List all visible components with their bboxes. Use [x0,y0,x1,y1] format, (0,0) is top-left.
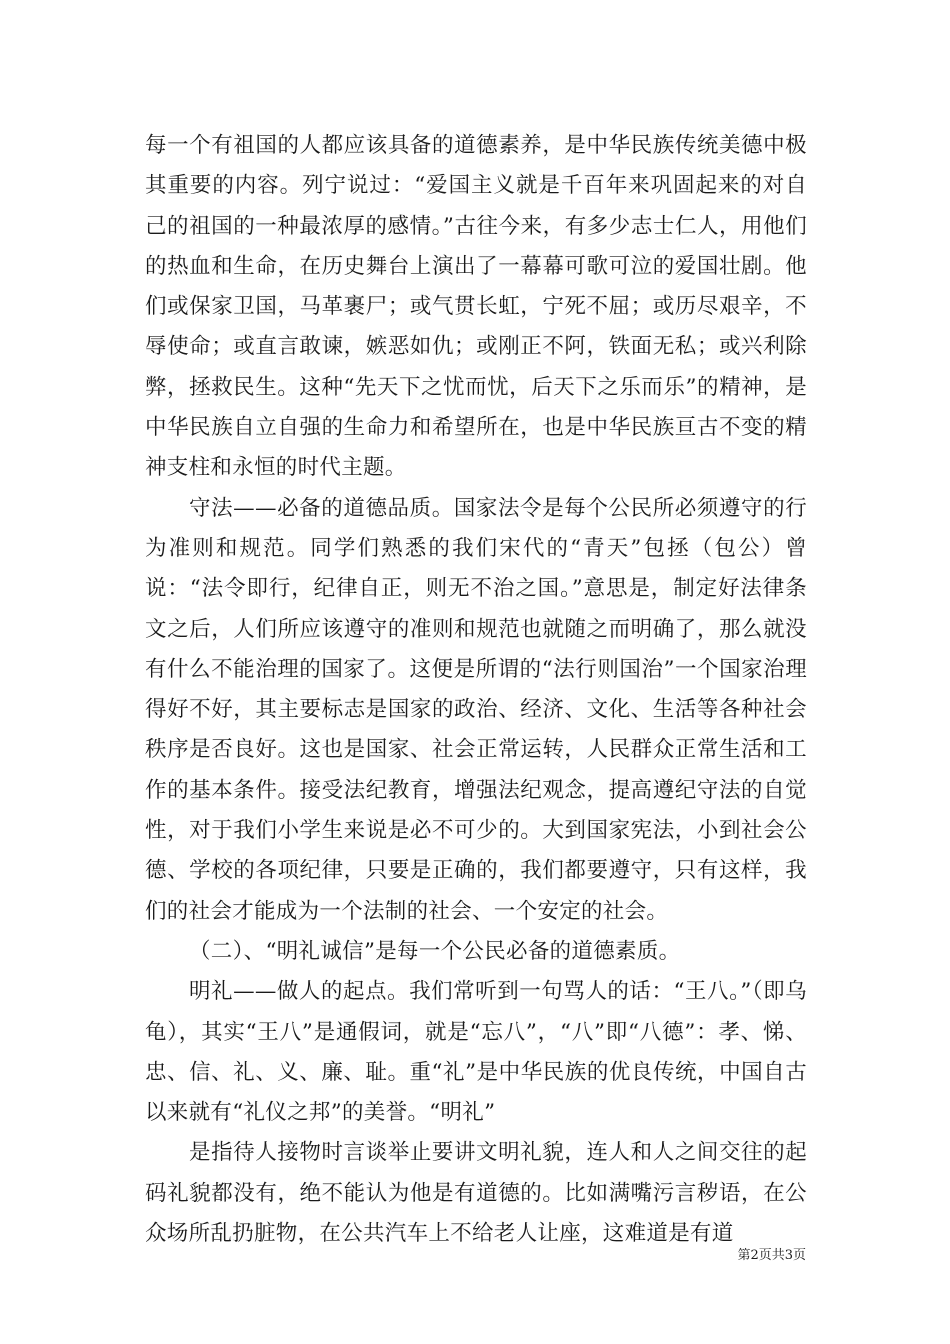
paragraph-patriotism: 每一个有祖国的人都应该具备的道德素养，是中华民族传统美德中极其重要的内容。列宁说过：“爱国主义就是千百年来巩固起来的对自己的祖国的一种最浓厚的感情。”古往今来，有多少志士仁人，用他们的热血和生命，在历史舞台上演出了一幕幕可歌可泣的爱国壮剧。他们或保家卫国，马革裹尸；或气贯长虹，宁死不屈；或历尽艰辛，不辱使命；或直言敢谏，嫉恶如仇；或刚正不阿，铁面无私；或兴利除弊，拯救民生。这种“先天下之忧而忧，后天下之乐而乐”的精神，是中华民族自立自强的生命力和希望所在，也是中华民族亘古不变的精神支柱和永恒的时代主题。 [145,133,807,481]
section-heading-courtesy-honesty: （二）、“明礼诚信”是每一个公民必备的道德素质。 [189,938,681,964]
paragraph-law-abiding: 守法——必备的道德品质。国家法令是每个公民所必须遵守的行为准则和规范。同学们熟悉的我们宋代的“青天”包拯（包公）曾说：“法令即行，纪律自正，则无不治之国。”意思是，制定好法律条文之后，人们所应该遵守的准则和规范也就随之而明确了，那么就没有什么不能治理的国家了。这便是所谓的“法行则国治”一个国家治理得好不好，其主要标志是国家的政治、经济、文化、生活等各种社会秩序是否良好。这也是国家、社会正常运转，人民群众正常生活和工作的基本条件。接受法纪教育，增强法纪观念，提高遵纪守法的自觉性，对于我们小学生来说是必不可少的。大到国家宪法，小到社会公德、学校的各项纪律，只要是正确的，我们都要遵守，只有这样，我们的社会才能成为一个法制的社会、一个安定的社会。 [145,495,807,924]
paragraph-courtesy: 明礼——做人的起点。我们常听到一句骂人的话：“王八。”（即乌龟），其实“王八”是通假词，就是“忘八”，“八”即“八德”：孝、悌、忠、信、礼、义、廉、耻。重“礼”是中华民族的优良传统，中国自古以来就有“礼仪之邦”的美誉。“明礼” [145,979,807,1126]
body-text [145,126,807,1254]
paragraph-courtesy-continued: 是指待人接物时言谈举止要讲文明礼貌，连人和人之间交往的起码礼貌都没有，绝不能认为他是有道德的。比如满嘴污言秽语，在公众场所乱扔脏物，在公共汽车上不给老人让座，这难道是有道 [145,1140,807,1247]
page-number: 第2页共3页 [737,1248,806,1263]
